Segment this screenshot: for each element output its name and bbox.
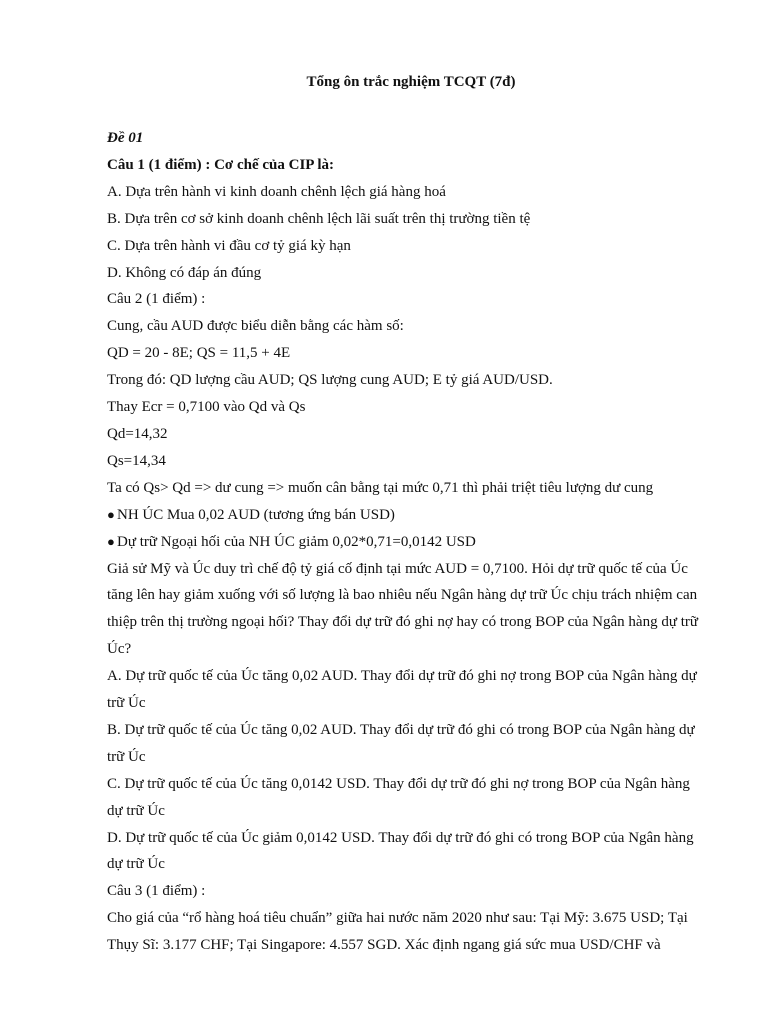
question-2-option-b: B. Dự trữ quốc tế của Úc tăng 0,02 AUD. Thay đổi dự trữ đó ghi có trong BOP của Ngân hàng dự trữ Úc <box>107 721 695 765</box>
bullet-item <box>107 529 707 556</box>
question-1-option-c: C. Dựa trên hành vi đầu cơ tỷ giá kỳ hạn <box>107 237 351 254</box>
question-2-line: QD = 20 - 8E; QS = 11,5 + 4E <box>107 345 291 362</box>
question-3-heading: Câu 3 (1 điểm) : <box>107 883 206 900</box>
question-2-line: Qd=14,32 <box>107 425 168 442</box>
question-2-line: Thay Ecr = 0,7100 vào Qd và Qs <box>107 399 306 416</box>
question-1-option-a: A. Dựa trên hành vi kinh doanh chênh lệch giá hàng hoá <box>107 183 446 200</box>
question-2-line: Qs=14,34 <box>107 452 166 469</box>
question-1-heading: Câu 1 (1 điểm) : Cơ chế của CIP là: <box>107 156 335 173</box>
document-body <box>107 125 707 959</box>
bullet-icon: ● <box>107 533 115 549</box>
question-3-text: Cho giá của “rổ hàng hoá tiêu chuẩn” giữa hai nước năm 2020 như sau: Tại Mỹ: 3.675 USD; Tại Thụy Sĩ: 3.177 CHF; Tại Singapore: 4.557 SGD. Xác định ngang giá sức mua USD/CHF và <box>107 910 688 954</box>
document-title: Tổng ôn trắc nghiệm TCQT (7đ) <box>306 74 516 90</box>
question-2-heading: Câu 2 (1 điểm) : <box>107 291 206 308</box>
bullet-text: Dự trữ Ngoại hối của NH ÚC giảm 0,02*0,71=0,0142 USD <box>117 533 476 550</box>
question-2-option-a: A. Dự trữ quốc tế của Úc tăng 0,02 AUD. Thay đổi dự trữ đó ghi nợ trong BOP của Ngân hàng dự trữ Úc <box>107 668 697 712</box>
bullet-text: NH ÚC Mua 0,02 AUD (tương ứng bán USD) <box>117 506 395 523</box>
question-2-line: Cung, cầu AUD được biểu diễn bằng các hàm số: <box>107 318 404 335</box>
exam-label: Đề 01 <box>107 130 144 146</box>
question-2-text: Giả sử Mỹ và Úc duy trì chế độ tỷ giá cố định tại mức AUD = 0,7100. Hỏi dự trữ quốc tế của Úc tăng lên hay giảm xuống với số lượng là bao nhiêu nếu Ngân hàng dự trữ Úc chịu trách nhiệm can thiệp trên thị trường ngoại hối? Thay đổi dự trữ đó ghi nợ hay có trong BOP của Ngân hàng dự trữ Úc? <box>107 560 698 658</box>
question-2-line: Trong đó: QD lượng cầu AUD; QS lượng cung AUD; E tỷ giá AUD/USD. <box>107 372 553 389</box>
bullet-item <box>107 502 707 529</box>
question-1-option-b: B. Dựa trên cơ sở kinh doanh chênh lệch lãi suất trên thị trường tiền tệ <box>107 210 531 227</box>
question-2-option-c: C. Dự trữ quốc tế của Úc tăng 0,0142 USD. Thay đổi dự trữ đó ghi nợ trong BOP của Ngân hàng dự trữ Úc <box>107 775 690 819</box>
question-2-line: Ta có Qs> Qd => dư cung => muốn cân bằng tại mức 0,71 thì phải triệt tiêu lượng dư cung <box>107 479 654 496</box>
question-1-option-d: D. Không có đáp án đúng <box>107 264 262 281</box>
question-2-option-d: D. Dự trữ quốc tế của Úc giảm 0,0142 USD. Thay đổi dự trữ đó ghi có trong BOP của Ngân hàng dự trữ Úc <box>107 829 694 873</box>
bullet-icon: ● <box>107 506 115 522</box>
